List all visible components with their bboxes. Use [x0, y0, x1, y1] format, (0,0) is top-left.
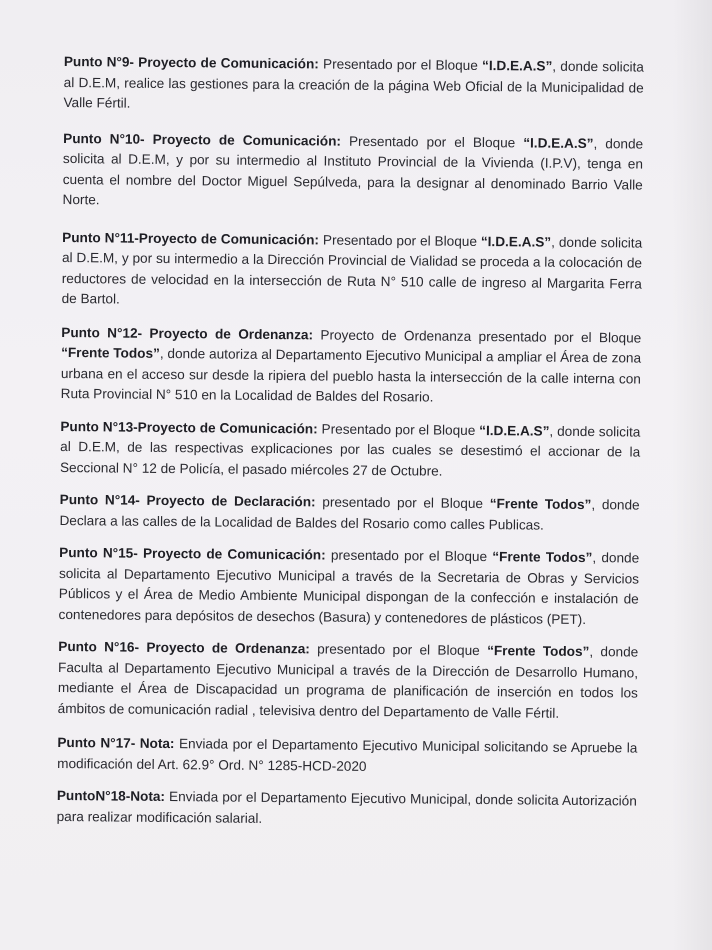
- punto-9: [63, 52, 644, 119]
- punto-text: Presentado por el Bloque: [317, 420, 480, 438]
- punto-text: presentado por el Bloque: [315, 494, 490, 512]
- punto-text: Enviada por el Departamento Ejecutivo Municipal, donde solicita Autorización para realizar modificación salarial.: [56, 789, 637, 826]
- punto-text: Proyecto de Ordenanza presentado por el Bloque: [312, 326, 642, 346]
- punto-heading: Punto N°11-Proyecto de Comunicación:: [62, 229, 320, 247]
- punto-11: [62, 227, 643, 315]
- punto-heading: Punto N°12- Proyecto de Ordenanza:: [61, 324, 314, 342]
- bloque-name: “Frente Todos”: [487, 643, 590, 660]
- bloque-name: “I.D.E.A.S”: [480, 233, 552, 250]
- punto-18: [57, 786, 637, 833]
- bloque-name: “Frente Todos”: [61, 344, 160, 361]
- punto-text: Presentado por el Bloque: [318, 56, 483, 74]
- punto-16: [58, 637, 639, 725]
- punto-text: presentado por el Bloque: [309, 641, 488, 659]
- punto-text: Presentado por el Bloque: [318, 231, 481, 249]
- punto-heading: Punto N°9- Proyecto de Comunicación:: [63, 53, 319, 72]
- punto-15: [58, 543, 639, 631]
- punto-text-rest: , donde solicita al Departamento Ejecutivo Municipal a través de la Secretaria de Obras y Servicios Públicos y el Área de Medio Ambiente Municipal dispongan de la confección e instalación de contenedores para depósitos de desechos (Basura) y contenedores de plásticos (PET).: [58, 550, 640, 627]
- punto-text-rest: , donde solicita al D.E.M, y por su intermedio a la Dirección Provincial de Vialidad se proceda a la colocación de reductores de velocidad en la intersección de Ruta N° 510 calle de ingreso al Margarita Ferra de Bartol.: [61, 234, 643, 307]
- punto-heading: Punto N°14- Proyecto de Declaración:: [59, 491, 316, 510]
- document-body: [57, 52, 644, 833]
- punto-text-rest: , donde solicita al D.E.M, realice las gestiones para la creación de la página Web Oficial de la Municipalidad de Valle Fértil.: [63, 58, 644, 111]
- punto-13: [60, 416, 641, 483]
- punto-text-rest: , donde autoriza al Departamento Ejecutivo Municipal a ampliar el Área de zona urbana en el acceso sur desde la ripiera del pueblo hasta la intersección de la calle interna con Ruta Provincial N° 510 en la Localidad de Baldes del Rosario.: [60, 345, 642, 405]
- bloque-name: “I.D.E.A.S”: [523, 134, 594, 151]
- punto-14: [59, 490, 639, 537]
- bloque-name: “Frente Todos”: [489, 496, 592, 513]
- punto-10: [62, 128, 643, 216]
- punto-text: Enviada por el Departamento Ejecutivo Municipal solicitando se Apruebe la modificación del Art. 62.9° Ord. N° 1285-HCD-2020: [57, 736, 638, 774]
- punto-text-rest: , donde solicita al D.E.M, de las respectivas explicaciones por las cuales se desestimó el accionar de la Seccional N° 12 de Policía, el pasado miércoles 27 de Octubre.: [59, 423, 641, 479]
- punto-heading: Punto N°13-Proyecto de Comunicación:: [60, 418, 318, 436]
- punto-heading: Punto N°15- Proyecto de Comunicación:: [59, 544, 326, 563]
- punto-heading: Punto N°17- Nota:: [57, 734, 175, 752]
- punto-17: [57, 733, 637, 780]
- punto-12: [61, 322, 642, 410]
- punto-heading: Punto N°16- Proyecto de Ordenanza:: [58, 638, 310, 657]
- punto-text: presentado por el Bloque: [325, 547, 493, 565]
- bloque-name: “I.D.E.A.S”: [482, 58, 553, 74]
- punto-text-rest: , donde solicita al D.E.M, y por su intermedio al Instituto Provincial de la Vivienda (I.P.V), tenga en cuenta el nombre del Doctor Miguel Sepúlveda, para la designar al denominado Barrio Valle Norte.: [62, 135, 644, 208]
- bloque-name: “Frente Todos”: [492, 549, 593, 566]
- punto-text-rest: , donde Declara a las calles de la Localidad de Baldes del Rosario como calles Publicas.: [59, 497, 640, 533]
- punto-text-rest: , donde Faculta al Departamento Ejecutivo Municipal a través de la Dirección de Desarrollo Humano, mediante el Área de Discapacidad un programa de planificación de inserción en todos los ámbitos de comunicación radial , televisiva dentro del Departamento de Valle Fértil.: [57, 644, 639, 721]
- page-shadow: [672, 0, 712, 950]
- bloque-name: “I.D.E.A.S”: [479, 422, 550, 439]
- punto-heading: PuntoN°18-Nota:: [56, 787, 166, 805]
- punto-text: Presentado por el Bloque: [340, 133, 524, 150]
- punto-heading: Punto N°10- Proyecto de Comunicación:: [63, 130, 342, 149]
